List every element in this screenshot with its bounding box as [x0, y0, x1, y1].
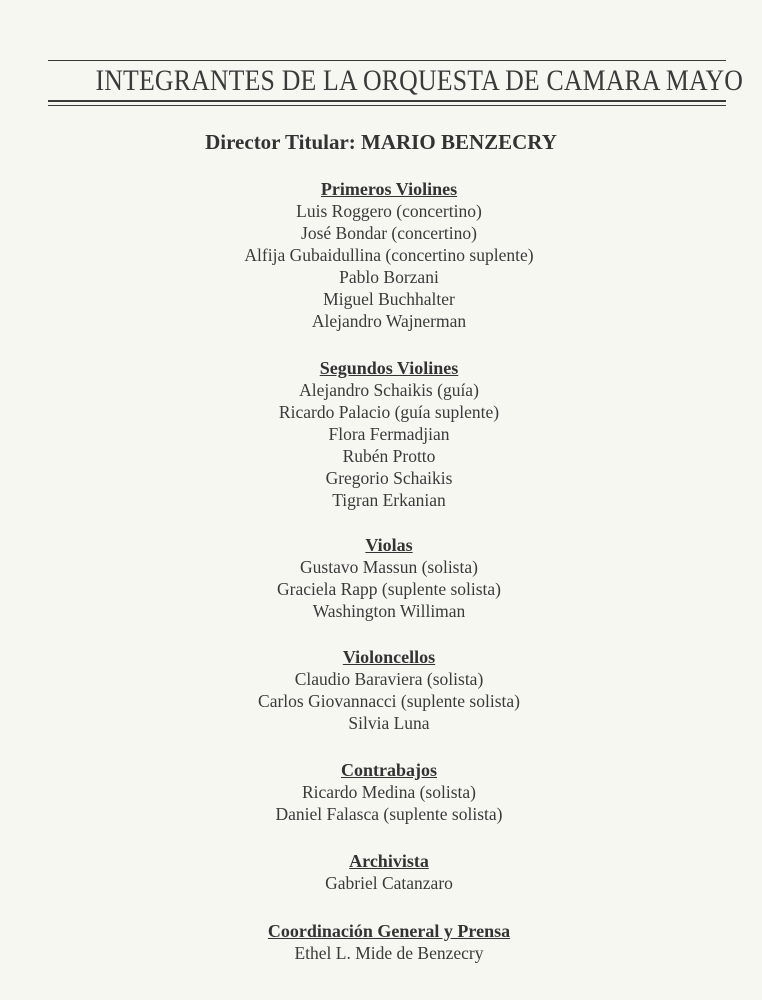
section-archivista	[0, 850, 762, 894]
section-segundos-violines	[0, 357, 762, 511]
member-name: Pablo Borzani	[339, 267, 439, 287]
member-name: Claudio Baraviera (solista)	[294, 669, 484, 689]
section-title: Violoncellos	[342, 647, 436, 667]
member-name: Alfija Gubaidullina (concertino suplente)	[244, 245, 534, 265]
section-contrabajos	[0, 759, 762, 825]
member-name: Gabriel Catanzaro	[325, 873, 453, 893]
member-name: Carlos Giovannacci (suplente solista)	[258, 691, 520, 711]
section-title: Contrabajos	[340, 760, 437, 780]
section-violas	[0, 534, 762, 622]
section-title: Primeros Violines	[320, 179, 458, 199]
member-name: Daniel Falasca (suplente solista)	[275, 804, 503, 824]
section-violoncellos	[0, 646, 762, 734]
member-name: Rubén Protto	[342, 446, 436, 466]
section-coordinacion	[0, 920, 762, 964]
member-name: Ricardo Medina (solista)	[302, 782, 476, 802]
title-underline	[48, 100, 726, 102]
member-name: Ricardo Palacio (guía suplente)	[278, 402, 500, 422]
member-name: Washington Williman	[312, 601, 466, 621]
member-name: Gustavo Massun (solista)	[300, 557, 478, 577]
member-name: Miguel Buchhalter	[323, 289, 455, 309]
member-name: Alejandro Schaikis (guía)	[299, 380, 479, 400]
member-name: Graciela Rapp (suplente solista)	[276, 579, 502, 599]
member-name: Luis Roggero (concertino)	[296, 201, 482, 221]
director-heading: Director Titular: MARIO BENZECRY	[205, 130, 557, 154]
title-underline-thin	[48, 105, 726, 106]
member-name: Flora Fermadjian	[328, 424, 450, 444]
member-name: Alejandro Wajnerman	[311, 311, 467, 331]
member-name: Ethel L. Mide de Benzecry	[294, 943, 484, 963]
section-title: Coordinación General y Prensa	[267, 921, 511, 941]
member-name: Gregorio Schaikis	[325, 468, 453, 488]
section-primeros-violines	[0, 178, 762, 332]
section-title: Archivista	[349, 851, 429, 871]
member-name: Tigran Erkanian	[332, 490, 446, 510]
member-name: Silvia Luna	[348, 713, 430, 733]
section-title: Segundos Violines	[319, 358, 459, 378]
member-name: José Bondar (concertino)	[301, 223, 477, 243]
section-title: Violas	[365, 535, 413, 555]
top-rule	[48, 60, 726, 61]
page-title: INTEGRANTES DE LA ORQUESTA DE CAMARA MAYO	[95, 64, 744, 97]
